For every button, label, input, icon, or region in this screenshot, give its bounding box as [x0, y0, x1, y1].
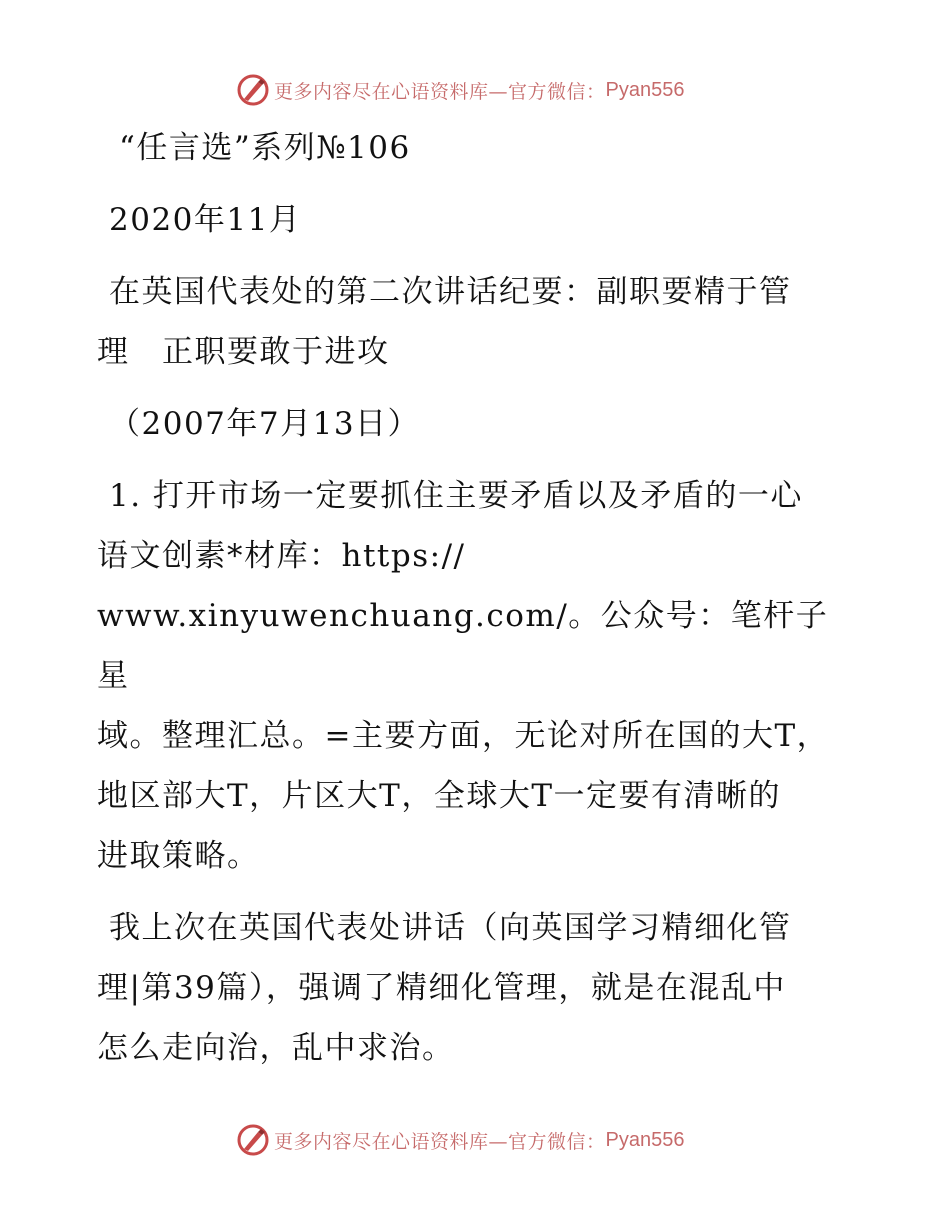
paragraph-1-line-3: www.xinyuwenchuang.com/。公众号：笔杆子星 [97, 598, 829, 694]
title-line-1: 在英国代表处的第二次讲话纪要：副职要精于管 [109, 274, 792, 310]
document-body [97, 118, 852, 1078]
watermark-wechat-id: Pyan556 [605, 78, 685, 101]
paragraph-1-line-6: 进取策略。 [97, 838, 260, 874]
paragraph-2-line-2: 理|第39篇），强调了精细化管理，就是在混乱中 [97, 970, 786, 1006]
watermark-wechat-id: Pyan556 [605, 1128, 685, 1151]
pen-seal-icon [236, 1123, 270, 1157]
paragraph-1-line-1: 1. 打开市场一定要抓住主要矛盾以及矛盾的一心 [109, 478, 803, 514]
paragraph-1-line-4: 域。整理汇总。=主要方面，无论对所在国的大T， [97, 718, 830, 754]
series-label: “任言选”系列№106 [119, 130, 411, 166]
title-line-2: 理 正职要敢于进攻 [97, 334, 390, 370]
paragraph-1-line-2: 语文创素*材库：https:// [97, 538, 466, 574]
paragraph-2-line-1: 我上次在英国代表处讲话（向英国学习精细化管 [109, 910, 792, 946]
paragraph-1-line-5: 地区部大T，片区大T，全球大T一定要有清晰的 [97, 778, 782, 814]
watermark-text: 更多内容尽在心语资料库—官方微信： [274, 1130, 606, 1153]
watermark-text: 更多内容尽在心语资料库—官方微信： [274, 80, 606, 103]
header-watermark [236, 72, 684, 108]
speech-date: （2007年7月13日） [109, 406, 421, 442]
pen-seal-icon [236, 73, 270, 107]
footer-watermark [236, 1122, 684, 1158]
paragraph-2-line-3: 怎么走向治，乱中求治。 [97, 1030, 455, 1066]
publish-date: 2020年11月 [109, 202, 302, 238]
